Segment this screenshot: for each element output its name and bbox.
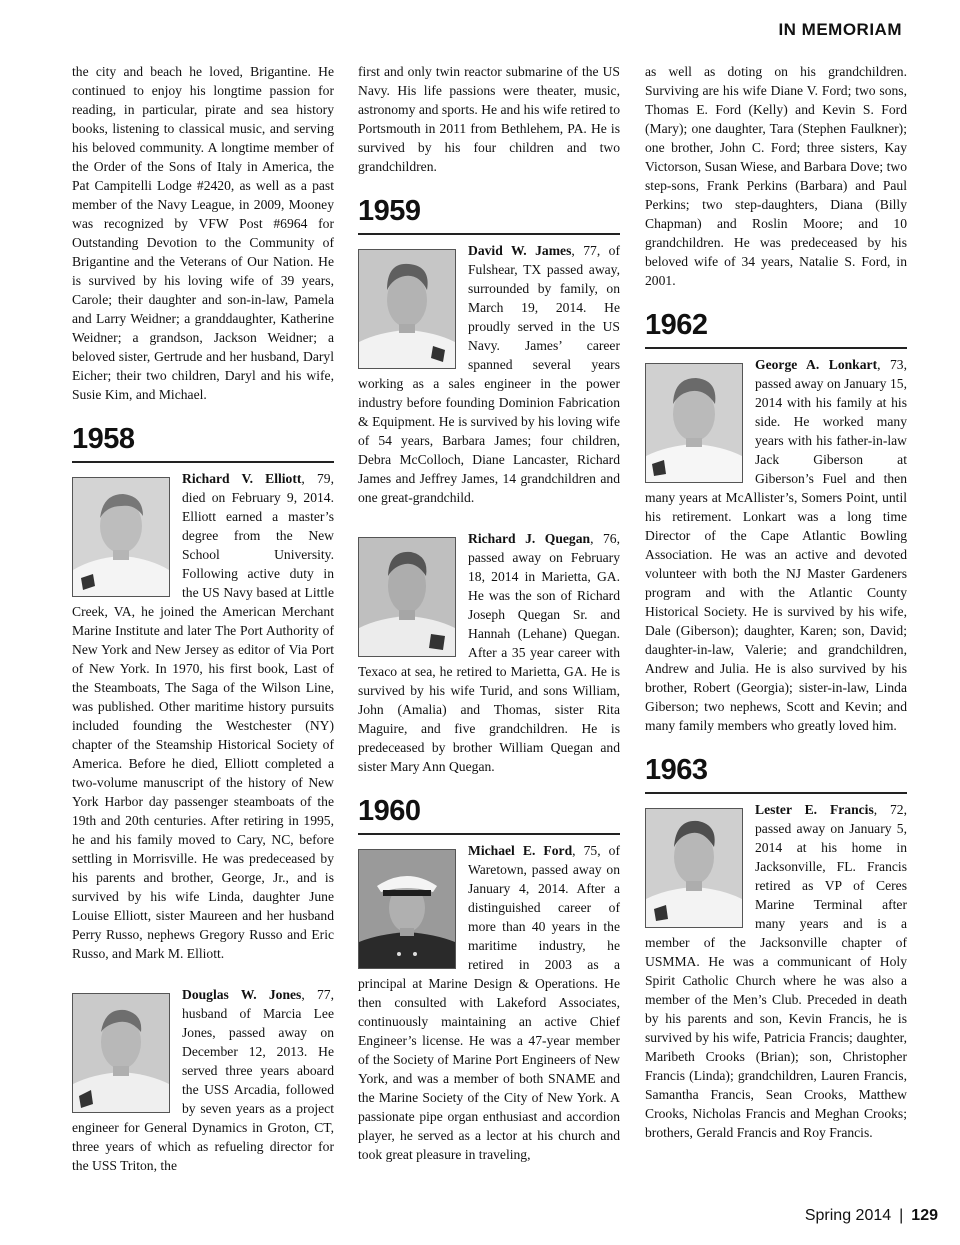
class-year-heading: 1959 bbox=[358, 194, 620, 235]
portrait-photo bbox=[72, 993, 170, 1113]
portrait-illustration bbox=[73, 478, 169, 596]
person-name: David W. James bbox=[468, 243, 572, 258]
continued-text: first and only twin reactor submarine of the US Navy. His life passions were theater, music, astronomy and sports. He and his wife retired to Portsmouth in 2011 from Bethlehem, PA. He is survived by his four children and two grandchildren. bbox=[358, 64, 620, 174]
continued-text: as well as doting on his grandchildren. Surviving are his wife Diane V. Ford; two sons, Thomas E. Ford (Kelly) and Kevin S. Ford (Mary); one daughter, Tara (Stephen Faulkner); one brother, John C. Ford; three sisters, Kay Victorson, Susan Wiese, and Barbara Dove; two step-sons, Frank Perkins (Barbara) and Paul Perkins; two step-daughters, Diana (Billy Chapman) and Roslin Moore; and 10 grandchildren. He was predeceased by his beloved wife of 34 years, Natalie S. Ford, in 2001. bbox=[645, 64, 907, 288]
portrait-photo bbox=[358, 249, 456, 369]
obituary-entry bbox=[645, 800, 907, 1142]
portrait-illustration bbox=[646, 809, 742, 927]
person-name: Douglas W. Jones bbox=[182, 987, 302, 1002]
obituary-entry bbox=[72, 985, 334, 1175]
portrait-photo bbox=[645, 363, 743, 483]
portrait-illustration bbox=[359, 538, 455, 656]
portrait-photo bbox=[358, 849, 456, 969]
page-footer bbox=[805, 1207, 938, 1225]
footer-separator: | bbox=[899, 1207, 904, 1224]
person-name: Richard J. Quegan bbox=[468, 531, 591, 546]
class-year-heading: 1963 bbox=[645, 753, 907, 794]
person-name: Richard V. Elliott bbox=[182, 471, 302, 486]
portrait-illustration bbox=[646, 364, 742, 482]
obituary-text: , 79, died on February 9, 2014. Elliott earned a master’s degree from the New School University. Following active duty in the US Navy based at Little Creek, VA, he joined the American Merchant Marine Institute and later The Port Authority of New York and New Jersey as editor of Via Port of New York. In 1970, his first book, Last of the Steamboats, The Saga of the Wilson Line, was published. Other maritime history pursuits included founding the Westchester (NY) chapter of the Steamship Historical Society of America. Before he died, Elliott completed a two-volume manuscript of the history of New York Harbor day passenger steamboats of the 19th and 20th centuries. After retiring in 1995, he and his family moved to Cary, NC, before settling in Morrisville. He was predeceased by his parents and brother, George, Jr., and is survived by his wife Linda, daughter June Louise Elliott, sister Maureen and her husband Perry Russo, nephews Gregory Russo and Eric Russo, and Mark M. Elliott. bbox=[72, 471, 334, 961]
obituary-text: , 76, passed away on February 18, 2014 in Marietta, GA. He was the son of Richard Joseph Quegan Sr. and Hannah (Lehane) Quegan. After a 35 year career with Texaco at sea, he retired to Marietta, GA. He is survived by his wife Turid, and sons William, John (Amalia) and Thomas, sister Rita Maguire, and five grandchildren. He is predeceased by brother William Quegan and sister Mary Ann Quegan. bbox=[358, 531, 620, 774]
obituary-text: , 77, of Fulshear, TX passed away, surrounded by family, on March 19, 2014. He proudly served in the US Navy. James’ career spanned several years working as a sales engineer in the power industry before founding Dominion Fabrication & Equipment. He is survived by his loving wife of 54 years, Barbara James; four children, Debra McColloch, Diane Lancaster, Richard James and Jeffrey James, 14 grandchildren and one great-grandchild. bbox=[358, 243, 620, 505]
class-year-heading: 1960 bbox=[358, 794, 620, 835]
section-label: IN MEMORIAM bbox=[778, 20, 902, 39]
obituary-entry bbox=[358, 529, 620, 776]
column-2 bbox=[358, 62, 620, 1164]
obituary-text: , 77, husband of Marcia Lee Jones, passed away on December 12, 2013. He served three years aboard the USS Arcadia, followed by seven years as a project engineer for General Dynamics in Groton, CT, three years of which as refueling director for the USS Triton, the bbox=[72, 987, 334, 1173]
person-name: Lester E. Francis bbox=[755, 802, 874, 817]
obituary-entry bbox=[645, 355, 907, 735]
class-year-heading: 1962 bbox=[645, 308, 907, 349]
page-number: 129 bbox=[911, 1207, 938, 1224]
obituary-text: , 72, passed away on January 5, 2014 at his home in Jacksonville, FL. Francis retired as VP of Ceres Marine Terminal after many years and is a member of the Jacksonville chapter of USMMA. He was a communicant of Holy Spirit Catholic Church where he was also a member of the Men’s Club. Preceded in death by his parents and son, Kevin Francis, he is survived by his wife, Patricia Francis; daughter, Maribeth Crooks (Brian); son, Christopher Francis (Linda); grandchildren, Lauren Francis, Samantha Francis, Sean Crooks, Matthew Crooks, Nicholas Francis and Meghan Crooks; brothers, Gerald Francis and Roy Francis. bbox=[645, 802, 907, 1140]
person-name: Michael E. Ford bbox=[468, 843, 573, 858]
column-3 bbox=[645, 62, 907, 1142]
portrait-photo bbox=[358, 537, 456, 657]
portrait-illustration bbox=[359, 250, 455, 368]
person-name: George A. Lonkart bbox=[755, 357, 878, 372]
issue-label: Spring 2014 bbox=[804, 1207, 892, 1224]
obituary-entry bbox=[72, 469, 334, 963]
class-year-heading: 1958 bbox=[72, 422, 334, 463]
portrait-photo bbox=[72, 477, 170, 597]
portrait-illustration bbox=[73, 994, 169, 1112]
obituary-text: , 75, of Waretown, passed away on January 4, 2014. After a distinguished career of more than 40 years in the maritime industry, he retired in 2003 as a principal at Marine Design & Operations. He then consulted with Lakeford Associates, continuously maintaining an active Chief Engineer’s license. He was a 47-year member of the Society of Marine Port Engineers of New York, and was a member of both SNAME and the Marine Society of the City of New York. A passionate pipe organ enthusiast and accordion player, he served as a lector at his church and took great pleasure in traveling, bbox=[358, 843, 620, 1162]
continued-text: the city and beach he loved, Brigantine. He continued to enjoy his longtime passion for reading, in particular, pirate and sea history books, listening to classical music, and serving his beloved community. A longtime member of the Order of the Sons of Italy in America, the Pat Campitelli Lodge #2420, as well as a past member of the Navy League, in 2009, Mooney was recognized by VFW Post #6964 for Outstanding Devotion to the Community of Brigantine and the Veterans of Our Nation. He is survived by his loving wife of 39 years, Carole; their daughter and son-in-law, Pamela and Larry Weidner; a granddaughter, Katherine Weidner; a grandson, Jackson Weidner; a beloved sister, Gertrude and her husband, Daryl Eicher; their two children, Daryl and his wife, Susie Kim, and Michael. bbox=[72, 64, 334, 402]
column-1 bbox=[72, 62, 334, 1175]
obituary-entry bbox=[358, 841, 620, 1164]
portrait-illustration bbox=[359, 850, 455, 968]
obituary-text: , 73, passed away on January 15, 2014 with his family at his side. He worked many years with his father-in-law Jack Giberson at Giberson’s Fuel and then many years at McAllister’s, Somers Point, until his retirement. Lonkart was a long time Director of the Cape Atlantic Bowling Association. He was an active and devoted volunteer with both the NJ Master Gardeners program and with the Atlantic County Historical Society. He is survived by his wife, Dale (Giberson); daughter, Karen; son, David; daughter-in-law, Valerie; and grandchildren, Andrew and Julia. He is also survived by his brother, Robert (Georgia); sister-in-law, Linda Giberson; two nephews, Scott and Kevin; and many family members who greatly loved him. bbox=[645, 357, 907, 733]
obituary-entry bbox=[358, 241, 620, 507]
portrait-photo bbox=[645, 808, 743, 928]
